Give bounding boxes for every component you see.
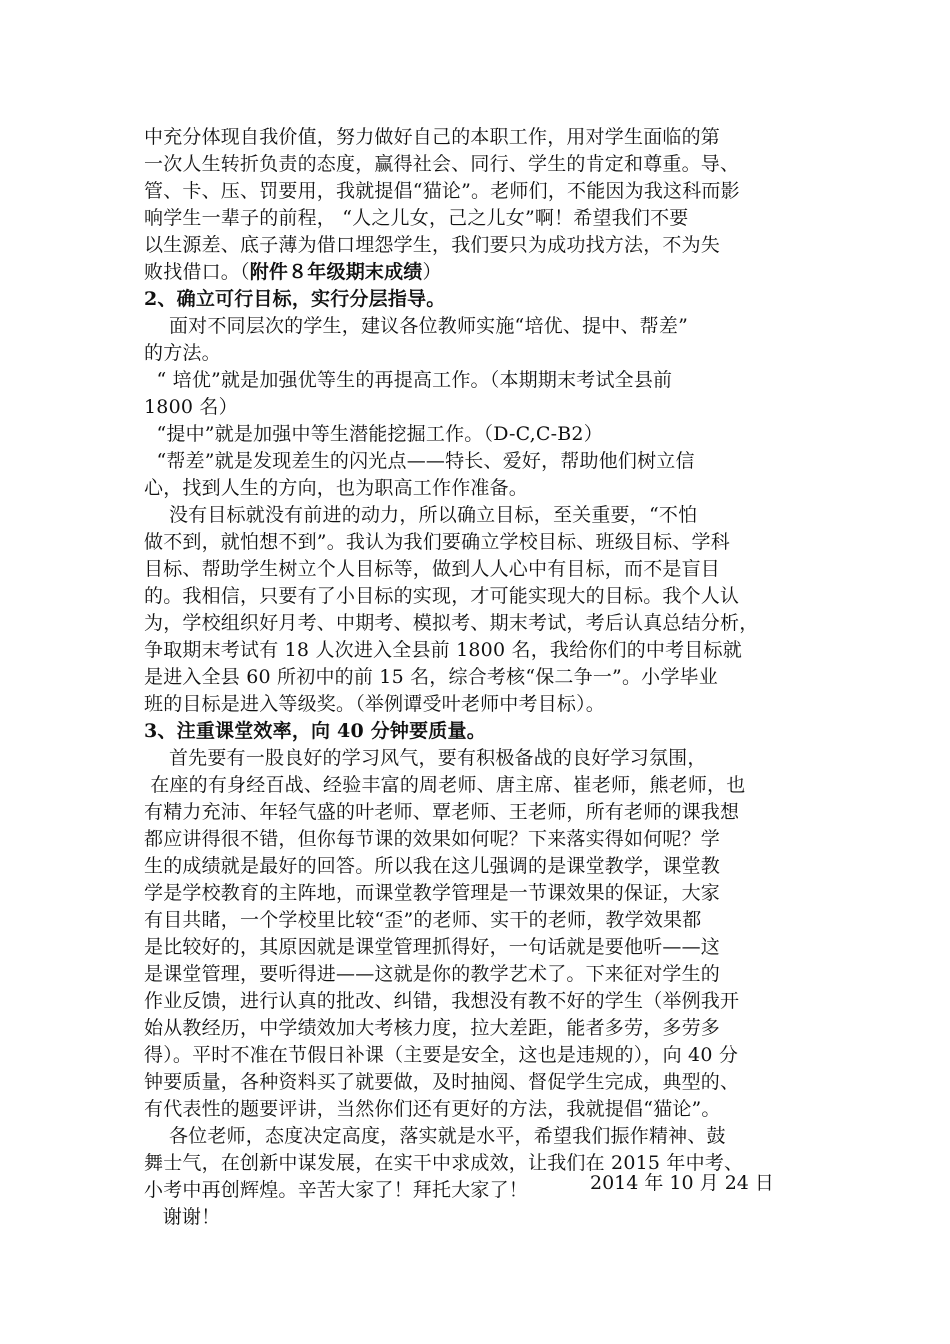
text-line: 各位老师，态度决定高度，落实就是水平，希望我们振作精神、鼓 [144, 1125, 726, 1147]
text-line: 面对不同层次的学生，建议各位教师实施“培优、提中、帮差” [144, 315, 688, 337]
text-line: 首先要有一股良好的学习风气，要有积极备战的良好学习氛围， [144, 747, 707, 769]
text-line: 始从教经历，中学绩效加大考核力度，拉大差距，能者多劳，多劳多 [144, 1017, 721, 1039]
text-segment: 败找借口。（ [144, 261, 250, 283]
text-line: 中充分体现自我价值，努力做好自己的本职工作，用对学生面临的第 [144, 126, 721, 148]
text-segment: ） [422, 261, 442, 283]
text-line: 班的目标是进入等级奖。（举例谭受叶老师中考目标）。 [144, 693, 606, 715]
text-line: 响学生一辈子的前程， “人之儿女，己之儿女”啊！希望我们不要 [144, 207, 689, 229]
text-line: 1800 名） [144, 396, 238, 418]
text-line: 在座的有身经百战、经验丰富的周老师、唐主席、崔老师，熊老师，也 [144, 774, 746, 796]
attachment-note: 附件８年级期末成绩 [249, 261, 423, 283]
text-line: 心，找到人生的方向，也为职高工作作准备。 [144, 477, 529, 499]
text-line: 有代表性的题要评讲，当然你们还有更好的方法，我就提倡“猫论”。 [144, 1098, 721, 1120]
text-line: 小考中再创辉煌。辛苦大家了！拜托大家了！ [144, 1179, 529, 1201]
section-heading-3: 3、注重课堂效率，向 40 分钟要质量。 [144, 720, 486, 742]
text-line: 是比较好的，其原因就是课堂管理抓得好，一句话就是要他听——这 [144, 936, 721, 958]
section-heading-2: 2、确立可行目标，实行分层指导。 [144, 288, 446, 310]
text-line: “帮差”就是发现差生的闪光点——特长、爱好，帮助他们树立信 [144, 450, 695, 472]
text-line: “提中”就是加强中等生潜能挖掘工作。（D-C,C-B2） [144, 423, 603, 445]
text-line: “ 培优”就是加强优等生的再提高工作。（本期期末考试全县前 [144, 369, 673, 391]
text-line: 为，学校组织好月考、中期考、模拟考、期末考试，考后认真总结分析， [144, 612, 759, 634]
text-line: 的方法。 [144, 342, 221, 364]
text-line: 是课堂管理，要听得进——这就是你的教学艺术了。下来征对学生的 [144, 963, 721, 985]
text-line: 以生源差、底子薄为借口埋怨学生，我们要只为成功找方法，不为失 [144, 234, 721, 256]
text-line: 没有目标就没有前进的动力，所以确立目标，至关重要，“不怕 [144, 504, 698, 526]
paragraph-3 [144, 745, 816, 1231]
text-line: 得）。平时不准在节假日补课（主要是安全，这也是违规的），向 40 分 [144, 1044, 739, 1066]
closing-thanks: 谢谢！ [144, 1206, 221, 1228]
text-line [144, 259, 816, 286]
text-line: 学是学校教育的主阵地，而课堂教学管理是一节课效果的保证，大家 [144, 882, 721, 904]
text-line: 的。我相信，只要有了小目标的实现，才可能实现大的目标。我个人认 [144, 585, 740, 607]
paragraph-1 [144, 124, 816, 286]
document-body [144, 124, 816, 1231]
text-line: 做不到，就怕想不到”。我认为我们要确立学校目标、班级目标、学科 [144, 531, 730, 553]
text-line: 管、卡、压、罚要用，我就提倡“猫论”。老师们，不能因为我这科而影 [144, 180, 740, 202]
text-line: 是进入全县 60 所初中的前 15 名，综合考核“保二争一”。小学毕业 [144, 666, 718, 688]
paragraph-2 [144, 313, 816, 718]
text-line: 作业反馈，进行认真的批改、纠错，我想没有教不好的学生（举例我开 [144, 990, 740, 1012]
document-date: 2014 年 10 月 24 日 [590, 1172, 774, 1194]
text-line: 目标、帮助学生树立个人目标等，做到人人心中有目标，而不是盲目 [144, 558, 721, 580]
text-line: 生的成绩就是最好的回答。所以我在这儿强调的是课堂教学，课堂教 [144, 855, 721, 877]
text-line: 争取期末考试有 18 人次进入全县前 1800 名，我给你们的中考目标就 [144, 639, 742, 661]
text-line: 都应讲得很不错，但你每节课的效果如何呢？下来落实得如何呢？学 [144, 828, 721, 850]
text-line: 有精力充沛、年轻气盛的叶老师、覃老师、王老师，所有老师的课我想 [144, 801, 740, 823]
text-line: 钟要质量，各种资料买了就要做，及时抽阅、督促学生完成，典型的、 [144, 1071, 740, 1093]
text-line: 有目共睹，一个学校里比较“歪”的老师、实干的老师，教学效果都 [144, 909, 702, 931]
text-line: 一次人生转折负责的态度，赢得社会、同行、学生的肯定和尊重。导、 [144, 153, 740, 175]
text-line: 舞士气，在创新中谋发展，在实干中求成效，让我们在 2015 年中考、 [144, 1152, 744, 1174]
